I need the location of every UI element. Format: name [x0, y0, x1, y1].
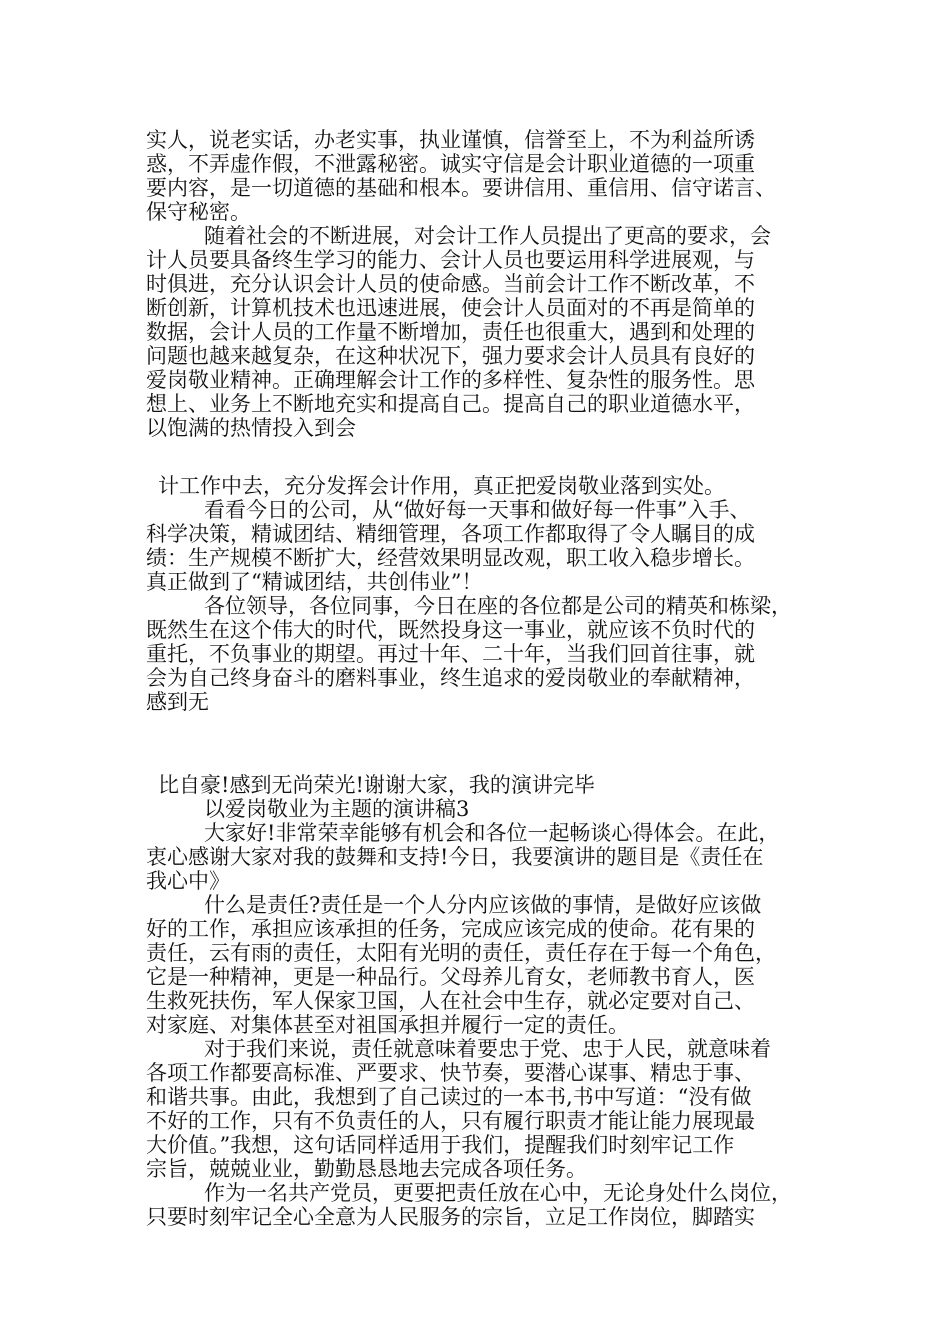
text-line: 和谐共事。由此，我想到了自己读过的一本书,书中写道：“没有做	[146, 1085, 752, 1109]
text-line: 问题也越来越复杂，在这种状况下，强力要求会计人员具有良好的	[146, 344, 755, 368]
text-line: 大家好!非常荣幸能够有机会和各位一起畅谈心得体会。在此，	[204, 821, 780, 845]
text-line: 比自豪!感到无尚荣光!谢谢大家，我的演讲完毕	[158, 773, 595, 797]
text-line: 感到无	[146, 690, 209, 714]
text-line: 对于我们来说，责任就意味着要忠于党、忠于人民，就意味着	[204, 1037, 771, 1061]
text-line: 断创新，计算机技术也迅速进展，使会计人员面对的不再是简单的	[146, 296, 755, 320]
text-line: 责任，云有雨的责任，太阳有光明的责任，责任存在于每一个角色，	[146, 941, 776, 965]
text-line: 重托，不负事业的期望。再过十年、二十年，当我们回首往事，就	[146, 642, 755, 666]
text-line: 惑，不弄虚作假，不泄露秘密。诚实守信是会计职业道德的一项重	[146, 152, 755, 176]
text-line: 各项工作都要高标准、严要求、快节奏，要潜心谋事、精忠于事、	[146, 1061, 755, 1085]
text-line: 只要时刻牢记全心全意为人民服务的宗旨，立足工作岗位，脚踏实	[146, 1205, 755, 1229]
text-block	[146, 128, 836, 440]
text-line: 大价值。”我想，这句话同样适用于我们，提醒我们时刻牢记工作	[146, 1133, 735, 1157]
text-block	[146, 773, 836, 1229]
text-line: 计工作中去，充分发挥会计作用，真正把爱岗敬业落到实处。	[158, 474, 725, 498]
text-line: 我心中》	[146, 869, 230, 893]
text-line: 各位领导，各位同事，今日在座的各位都是公司的精英和栋梁，	[204, 594, 792, 618]
text-block	[146, 474, 836, 714]
text-line: 实人，说老实话，办老实事，执业谨慎，信誉至上，不为利益所诱	[146, 128, 755, 152]
text-line: 什么是责任?责任是一个人分内应该做的事情，是做好应该做	[204, 893, 762, 917]
text-line: 会为自己终身奋斗的磨料事业，终生追求的爱岗敬业的奉献精神，	[146, 666, 755, 690]
text-line: 以爱岗敬业为主题的演讲稿3	[204, 797, 470, 821]
text-line: 好的工作，承担应该承担的任务，完成应该完成的使命。花有果的	[146, 917, 755, 941]
text-line: 科学决策，精诚团结、精细管理，各项工作都取得了令人瞩目的成	[146, 522, 755, 546]
text-line: 看看今日的公司，从“做好每一天事和做好每一件事”入手、	[204, 498, 751, 522]
text-line: 生救死扶伤，军人保家卫国，人在社会中生存，就必定要对自己、	[146, 989, 755, 1013]
text-line: 要内容，是一切道德的基础和根本。要讲信用、重信用、信守诺言、	[146, 176, 776, 200]
text-line: 时俱进，充分认识会计人员的使命感。当前会计工作不断改革，不	[146, 272, 755, 296]
text-line: 保守秘密。	[146, 200, 251, 224]
text-line: 真正做到了“精诚团结，共创伟业”！	[146, 570, 483, 594]
text-line: 不好的工作，只有不负责任的人，只有履行职责才能让能力展现最	[146, 1109, 755, 1133]
text-line: 作为一名共产党员，更要把责任放在心中，无论身处什么岗位，	[204, 1181, 792, 1205]
text-line: 想上、业务上不断地充实和提高自己。提高自己的职业道德水平，	[146, 392, 755, 416]
text-line: 爱岗敬业精神。正确理解会计工作的多样性、复杂性的服务性。思	[146, 368, 755, 392]
text-line: 既然生在这个伟大的时代，既然投身这一事业，就应该不负时代的	[146, 618, 755, 642]
text-line: 绩：生产规模不断扩大，经营效果明显改观，职工收入稳步增长。	[146, 546, 755, 570]
text-line: 衷心感谢大家对我的鼓舞和支持!今日，我要演讲的题目是《责任在	[146, 845, 764, 869]
text-line: 它是一种精神，更是一种品行。父母养儿育女，老师教书育人，医	[146, 965, 755, 989]
text-line: 对家庭、对集体甚至对祖国承担并履行一定的责任。	[146, 1013, 629, 1037]
text-line: 随着社会的不断进展，对会计工作人员提出了更高的要求，会	[204, 224, 771, 248]
text-line: 以饱满的热情投入到会	[146, 416, 356, 440]
text-line: 计人员要具备终生学习的能力、会计人员也要运用科学进展观，与	[146, 248, 755, 272]
text-line: 宗旨，兢兢业业，勤勤恳恳地去完成各项任务。	[146, 1157, 587, 1181]
text-line: 数据，会计人员的工作量不断增加，责任也很重大，遇到和处理的	[146, 320, 755, 344]
